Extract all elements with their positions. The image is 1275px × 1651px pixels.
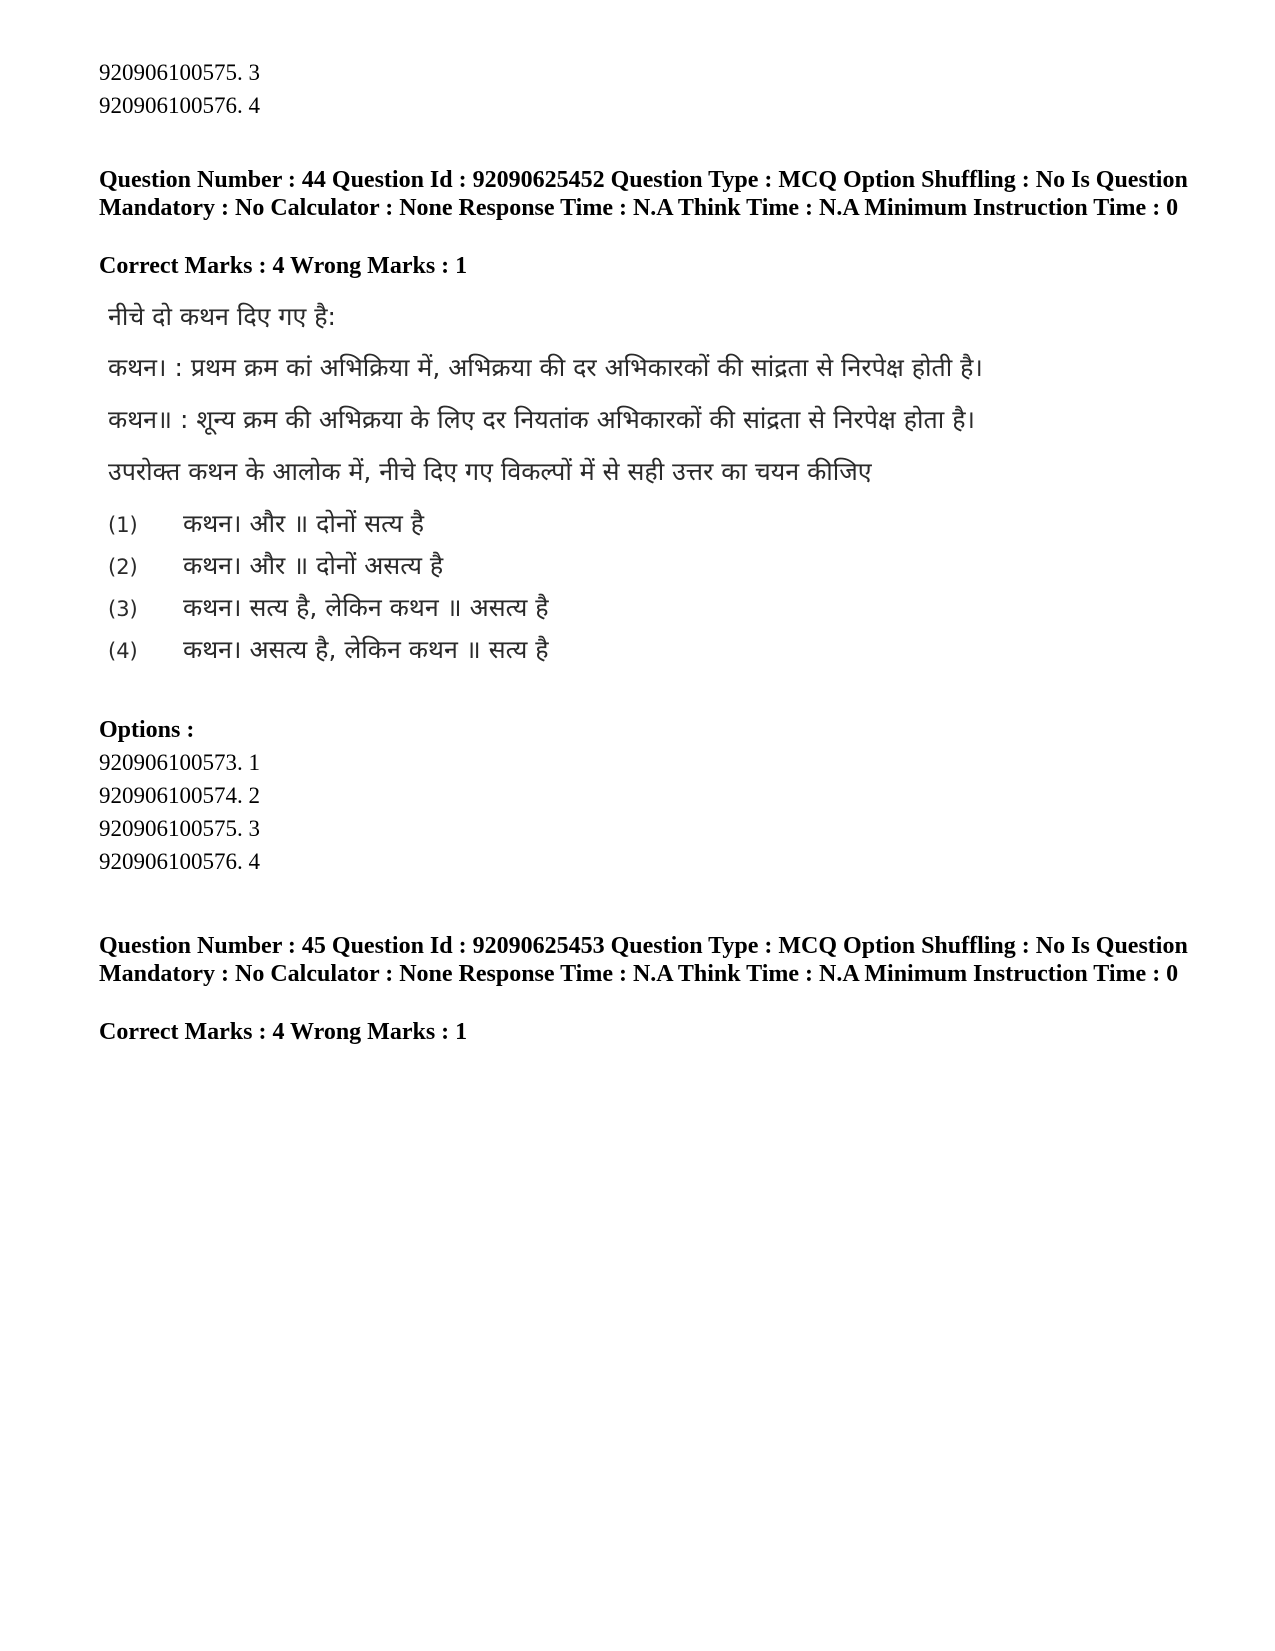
question-44-stem xyxy=(108,300,1108,680)
option-line: 920906100575. 3 xyxy=(99,60,260,85)
option-line: 920906100576. 4 xyxy=(99,93,260,118)
question-45-metadata: Question Number : 45 Question Id : 92090625453 Question Type : MCQ Option Shuffling : No Is Question Mandatory : No Calculator : None Response Time : N.A Think Time : N.A Minimum Instruction Time : 0 xyxy=(99,933,1188,987)
choice-3 xyxy=(108,591,549,626)
question-44-marks: Correct Marks : 4 Wrong Marks : 1 xyxy=(99,253,468,279)
option-line: 920906100575. 3 xyxy=(99,816,260,841)
choice-number: (4) xyxy=(108,639,138,663)
options-title: Options : xyxy=(99,717,195,743)
instruction: उपरोक्त कथन के आलोक में, नीचे दिए गए विकल्पों में से सही उत्तर का चयन कीजिए xyxy=(108,457,872,486)
option-line: 920906100573. 1 xyxy=(99,750,260,775)
choice-text: कथन। असत्य है, लेकिन कथन ॥ सत्य है xyxy=(183,635,549,664)
choice-number: (1) xyxy=(108,513,138,537)
choice-4 xyxy=(108,633,549,668)
question-44-metadata: Question Number : 44 Question Id : 92090625452 Question Type : MCQ Option Shuffling : No Is Question Mandatory : No Calculator : None Response Time : N.A Think Time : N.A Minimum Instruction Time : 0 xyxy=(99,167,1188,221)
option-line: 920906100576. 4 xyxy=(99,849,260,874)
choice-text: कथन। और ॥ दोनों सत्य है xyxy=(183,509,425,538)
choice-1 xyxy=(108,507,424,542)
statement-1: कथन। : प्रथम क्रम कां अभिक्रिया में, अभिक्रया की दर अभिकारकों की सांद्रता से निरपेक्ष होती है। xyxy=(108,353,983,382)
statement-2: कथन॥ : शून्य क्रम की अभिक्रया के लिए दर नियतांक अभिकारकों की सांद्रता से निरपेक्ष होता है। xyxy=(108,405,975,434)
stem-intro: नीचे दो कथन दिए गए है: xyxy=(108,302,336,331)
choice-2 xyxy=(108,549,443,584)
choice-text: कथन। और ॥ दोनों असत्य है xyxy=(183,551,444,580)
question-45-marks: Correct Marks : 4 Wrong Marks : 1 xyxy=(99,1019,468,1045)
option-line: 920906100574. 2 xyxy=(99,783,260,808)
choice-number: (3) xyxy=(108,597,138,621)
choice-text: कथन। सत्य है, लेकिन कथन ॥ असत्य है xyxy=(183,593,549,622)
choice-number: (2) xyxy=(108,555,138,579)
